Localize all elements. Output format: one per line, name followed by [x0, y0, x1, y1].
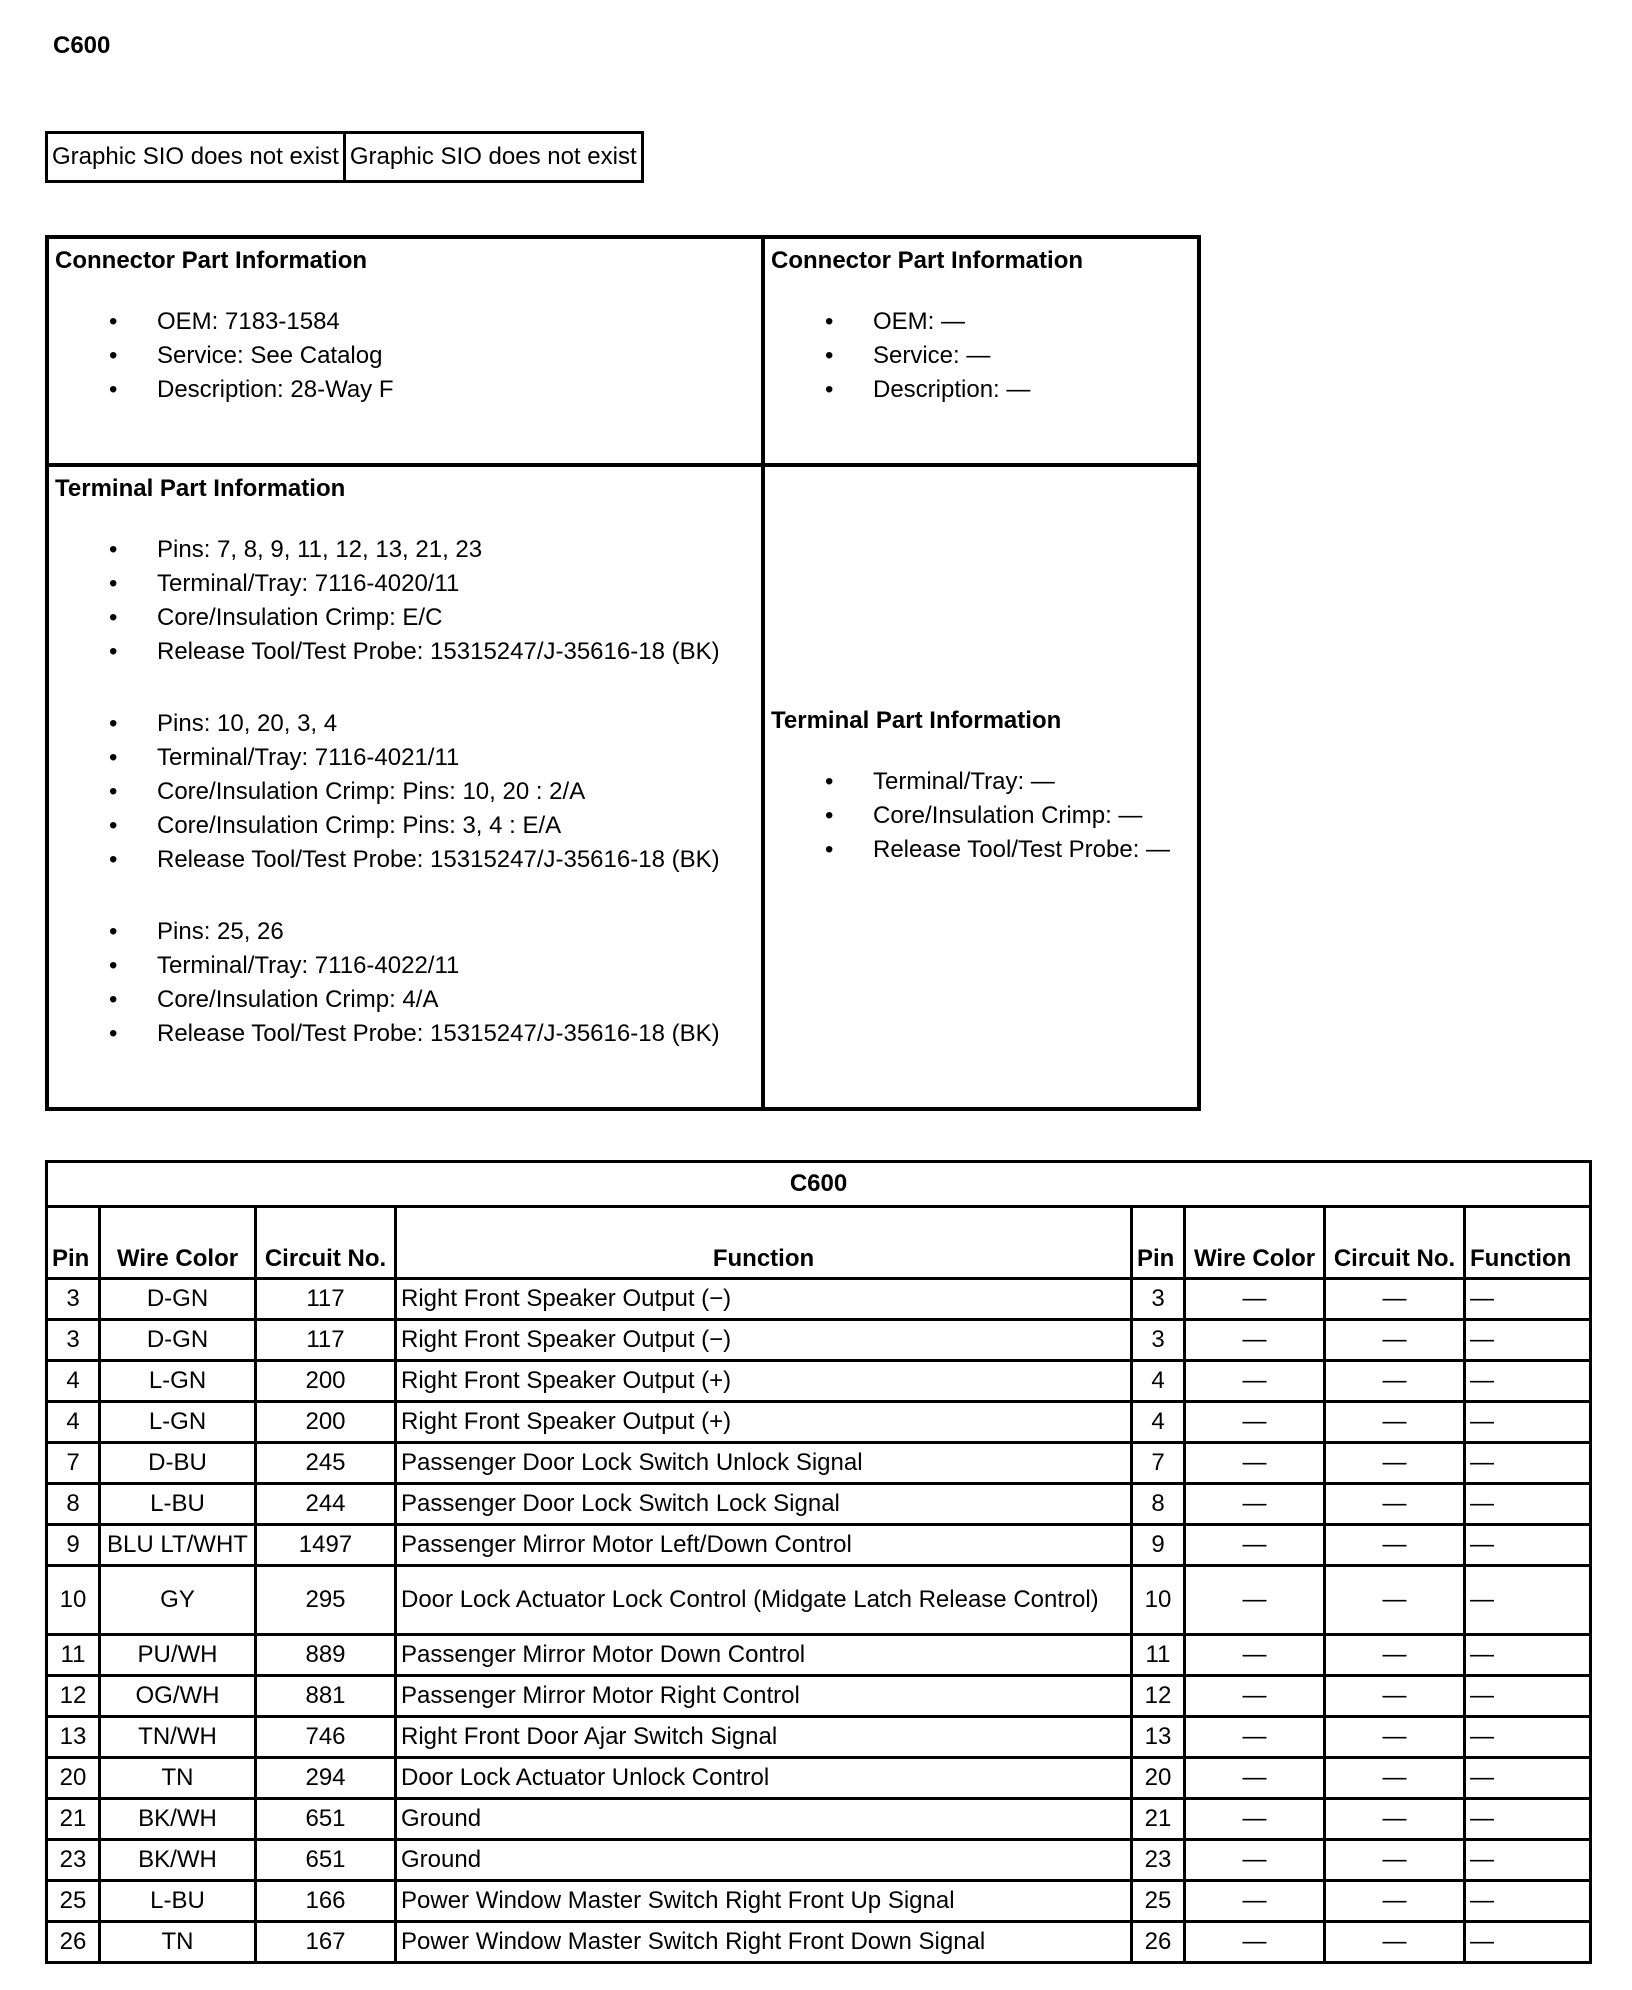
function-cell: Power Window Master Switch Right Front Down Signal	[396, 1922, 1132, 1963]
circuit-cell: 166	[256, 1881, 396, 1922]
table-row	[47, 1922, 1591, 1963]
circuit-cell: —	[1325, 1443, 1465, 1484]
terminal-info-right	[763, 465, 1199, 1109]
circuit-cell: —	[1325, 1566, 1465, 1635]
connector-info-header: Connector Part Information	[55, 247, 368, 274]
table-row	[47, 1758, 1591, 1799]
table-row	[47, 1320, 1591, 1361]
column-header: Pin	[1132, 1207, 1185, 1279]
function-cell: Door Lock Actuator Unlock Control	[396, 1758, 1132, 1799]
pin-cell: 3	[1132, 1279, 1185, 1320]
pin-cell: 23	[1132, 1840, 1185, 1881]
pin-cell: 21	[47, 1799, 100, 1840]
terminal-info-header: Terminal Part Information	[771, 707, 1062, 734]
list-item: • Pins: 7, 8, 9, 11, 12, 13, 21, 23	[55, 533, 757, 567]
table-row	[47, 1799, 1591, 1840]
list-item: • Core/Insulation Crimp: E/C	[55, 601, 757, 635]
table-row	[47, 1361, 1591, 1402]
pin-cell: 4	[1132, 1402, 1185, 1443]
circuit-cell: 889	[256, 1635, 396, 1676]
function-cell: Passenger Door Lock Switch Lock Signal	[396, 1484, 1132, 1525]
table-row	[47, 1717, 1591, 1758]
circuit-cell: 244	[256, 1484, 396, 1525]
wire-color-cell: —	[1185, 1443, 1325, 1484]
circuit-cell: 200	[256, 1361, 396, 1402]
circuit-cell: 881	[256, 1676, 396, 1717]
circuit-cell: 245	[256, 1443, 396, 1484]
table-row	[47, 1279, 1591, 1320]
list-item: • Pins: 25, 26	[55, 915, 757, 949]
pin-cell: 9	[1132, 1525, 1185, 1566]
list-item: • Release Tool/Test Probe: 15315247/J-35616-18 (BK)	[55, 843, 757, 877]
wire-color-cell: —	[1185, 1799, 1325, 1840]
wire-color-cell: —	[1185, 1676, 1325, 1717]
wire-color-cell: —	[1185, 1320, 1325, 1361]
pin-cell: 25	[1132, 1881, 1185, 1922]
function-cell: Right Front Speaker Output (−)	[396, 1320, 1132, 1361]
connector-info-list	[771, 305, 1193, 407]
function-cell: Passenger Mirror Motor Down Control	[396, 1635, 1132, 1676]
circuit-cell: —	[1325, 1635, 1465, 1676]
function-cell: —	[1465, 1676, 1591, 1717]
wire-color-cell: TN	[100, 1758, 256, 1799]
list-item: • Service: See Catalog	[55, 339, 757, 373]
list-item: • Pins: 10, 20, 3, 4	[55, 707, 757, 741]
table-row	[47, 1881, 1591, 1922]
list-item: • Core/Insulation Crimp: —	[771, 799, 1193, 833]
column-header: Function	[396, 1207, 1132, 1279]
function-cell: Passenger Mirror Motor Left/Down Control	[396, 1525, 1132, 1566]
pin-cell: 8	[1132, 1484, 1185, 1525]
table-row	[47, 1525, 1591, 1566]
circuit-cell: 651	[256, 1799, 396, 1840]
table-row	[47, 1635, 1591, 1676]
pin-table-title: C600	[47, 1162, 1591, 1207]
circuit-cell: —	[1325, 1758, 1465, 1799]
circuit-cell: —	[1325, 1361, 1465, 1402]
column-header: Circuit No.	[1325, 1207, 1465, 1279]
pin-cell: 7	[47, 1443, 100, 1484]
circuit-cell: 200	[256, 1402, 396, 1443]
wire-color-cell: —	[1185, 1758, 1325, 1799]
pin-cell: 13	[1132, 1717, 1185, 1758]
wire-color-cell: OG/WH	[100, 1676, 256, 1717]
list-item: • Service: —	[771, 339, 1193, 373]
wire-color-cell: —	[1185, 1402, 1325, 1443]
wire-color-cell: —	[1185, 1484, 1325, 1525]
function-cell: Right Front Speaker Output (−)	[396, 1279, 1132, 1320]
wire-color-cell: L-BU	[100, 1881, 256, 1922]
pin-cell: 12	[1132, 1676, 1185, 1717]
circuit-cell: 117	[256, 1279, 396, 1320]
column-header: Circuit No.	[256, 1207, 396, 1279]
pin-cell: 3	[47, 1320, 100, 1361]
function-cell: Passenger Mirror Motor Right Control	[396, 1676, 1132, 1717]
wire-color-cell: —	[1185, 1881, 1325, 1922]
circuit-cell: —	[1325, 1484, 1465, 1525]
pin-cell: 4	[47, 1361, 100, 1402]
function-cell: Right Front Door Ajar Switch Signal	[396, 1717, 1132, 1758]
circuit-cell: —	[1325, 1840, 1465, 1881]
circuit-cell: —	[1325, 1676, 1465, 1717]
pin-cell: 21	[1132, 1799, 1185, 1840]
wire-color-cell: D-BU	[100, 1443, 256, 1484]
pin-cell: 20	[1132, 1758, 1185, 1799]
pin-cell: 3	[47, 1279, 100, 1320]
pin-cell: 8	[47, 1484, 100, 1525]
list-item: • Terminal/Tray: 7116-4022/11	[55, 949, 757, 983]
pin-table-body	[47, 1279, 1591, 1963]
pin-cell: 4	[47, 1402, 100, 1443]
sio-cell: Graphic SIO does not exist	[344, 133, 642, 182]
list-item: • Terminal/Tray: 7116-4020/11	[55, 567, 757, 601]
list-item: • Terminal/Tray: 7116-4021/11	[55, 741, 757, 775]
sio-table	[45, 131, 644, 183]
wire-color-cell: GY	[100, 1566, 256, 1635]
list-item: • Core/Insulation Crimp: Pins: 10, 20 : 2/A	[55, 775, 757, 809]
table-row	[47, 1676, 1591, 1717]
wire-color-cell: —	[1185, 1566, 1325, 1635]
wire-color-cell: BLU LT/WHT	[100, 1525, 256, 1566]
list-item: • Release Tool/Test Probe: —	[771, 833, 1193, 867]
circuit-cell: —	[1325, 1320, 1465, 1361]
wire-color-cell: —	[1185, 1922, 1325, 1963]
function-cell: Right Front Speaker Output (+)	[396, 1402, 1132, 1443]
terminal-group	[55, 915, 757, 1051]
table-row	[47, 1840, 1591, 1881]
pin-cell: 7	[1132, 1443, 1185, 1484]
page-title: C600	[53, 32, 111, 59]
list-item: • Core/Insulation Crimp: Pins: 3, 4 : E/A	[55, 809, 757, 843]
connector-info-right	[763, 237, 1199, 465]
pin-cell: 25	[47, 1881, 100, 1922]
terminal-group	[55, 533, 757, 669]
wire-color-cell: TN/WH	[100, 1717, 256, 1758]
pin-cell: 10	[47, 1566, 100, 1635]
pin-cell: 3	[1132, 1320, 1185, 1361]
wire-color-cell: —	[1185, 1279, 1325, 1320]
list-item: • Release Tool/Test Probe: 15315247/J-35616-18 (BK)	[55, 1017, 757, 1051]
pin-cell: 13	[47, 1717, 100, 1758]
list-item: • OEM: 7183-1584	[55, 305, 757, 339]
table-row	[47, 1402, 1591, 1443]
circuit-cell: 117	[256, 1320, 396, 1361]
table-row	[47, 1443, 1591, 1484]
wire-color-cell: D-GN	[100, 1320, 256, 1361]
wire-color-cell: —	[1185, 1717, 1325, 1758]
function-cell: —	[1465, 1279, 1591, 1320]
table-row	[47, 1566, 1591, 1635]
function-cell: —	[1465, 1758, 1591, 1799]
function-cell: —	[1465, 1402, 1591, 1443]
part-info-table	[45, 235, 1201, 1111]
function-cell: —	[1465, 1717, 1591, 1758]
circuit-cell: —	[1325, 1799, 1465, 1840]
function-cell: Door Lock Actuator Lock Control (Midgate Latch Release Control)	[396, 1566, 1132, 1635]
function-cell: Ground	[396, 1840, 1132, 1881]
column-header: Function	[1465, 1207, 1591, 1279]
terminal-group	[771, 765, 1193, 867]
circuit-cell: 746	[256, 1717, 396, 1758]
wire-color-cell: TN	[100, 1922, 256, 1963]
table-row	[47, 1484, 1591, 1525]
wire-color-cell: BK/WH	[100, 1840, 256, 1881]
pin-cell: 23	[47, 1840, 100, 1881]
function-cell: —	[1465, 1443, 1591, 1484]
function-cell: —	[1465, 1566, 1591, 1635]
circuit-cell: —	[1325, 1402, 1465, 1443]
list-item: • OEM: —	[771, 305, 1193, 339]
wire-color-cell: PU/WH	[100, 1635, 256, 1676]
wire-color-cell: —	[1185, 1525, 1325, 1566]
wire-color-cell: D-GN	[100, 1279, 256, 1320]
circuit-cell: 294	[256, 1758, 396, 1799]
circuit-cell: —	[1325, 1922, 1465, 1963]
list-item: • Release Tool/Test Probe: 15315247/J-35616-18 (BK)	[55, 635, 757, 669]
function-cell: —	[1465, 1799, 1591, 1840]
wire-color-cell: BK/WH	[100, 1799, 256, 1840]
function-cell: —	[1465, 1635, 1591, 1676]
function-cell: —	[1465, 1320, 1591, 1361]
function-cell: Ground	[396, 1799, 1132, 1840]
function-cell: —	[1465, 1525, 1591, 1566]
function-cell: —	[1465, 1840, 1591, 1881]
pin-cell: 4	[1132, 1361, 1185, 1402]
circuit-cell: —	[1325, 1525, 1465, 1566]
circuit-cell: 1497	[256, 1525, 396, 1566]
function-cell: Passenger Door Lock Switch Unlock Signal	[396, 1443, 1132, 1484]
circuit-cell: —	[1325, 1881, 1465, 1922]
terminal-info-header: Terminal Part Information	[55, 475, 346, 502]
pin-cell: 20	[47, 1758, 100, 1799]
list-item: • Core/Insulation Crimp: 4/A	[55, 983, 757, 1017]
pin-cell: 10	[1132, 1566, 1185, 1635]
wire-color-cell: —	[1185, 1361, 1325, 1402]
wire-color-cell: L-GN	[100, 1361, 256, 1402]
function-cell: Power Window Master Switch Right Front Up Signal	[396, 1881, 1132, 1922]
wire-color-cell: —	[1185, 1635, 1325, 1676]
sio-cell: Graphic SIO does not exist	[47, 133, 345, 182]
list-item: • Description: —	[771, 373, 1193, 407]
function-cell: Right Front Speaker Output (+)	[396, 1361, 1132, 1402]
connector-info-left	[47, 237, 763, 465]
pin-cell: 11	[1132, 1635, 1185, 1676]
function-cell: —	[1465, 1484, 1591, 1525]
list-item: • Terminal/Tray: —	[771, 765, 1193, 799]
terminal-info-left	[47, 465, 763, 1109]
circuit-cell: —	[1325, 1717, 1465, 1758]
function-cell: —	[1465, 1922, 1591, 1963]
wire-color-cell: —	[1185, 1840, 1325, 1881]
circuit-cell: 167	[256, 1922, 396, 1963]
connector-info-header: Connector Part Information	[771, 247, 1084, 274]
column-header: Wire Color	[1185, 1207, 1325, 1279]
column-header: Wire Color	[100, 1207, 256, 1279]
pin-cell: 12	[47, 1676, 100, 1717]
circuit-cell: —	[1325, 1279, 1465, 1320]
pin-cell: 11	[47, 1635, 100, 1676]
connector-info-list	[55, 305, 757, 407]
function-cell: —	[1465, 1881, 1591, 1922]
wire-color-cell: L-BU	[100, 1484, 256, 1525]
wire-color-cell: L-GN	[100, 1402, 256, 1443]
circuit-cell: 651	[256, 1840, 396, 1881]
column-header: Pin	[47, 1207, 100, 1279]
pin-cell: 9	[47, 1525, 100, 1566]
terminal-group	[55, 707, 757, 877]
circuit-cell: 295	[256, 1566, 396, 1635]
list-item: • Description: 28-Way F	[55, 373, 757, 407]
pin-cell: 26	[1132, 1922, 1185, 1963]
function-cell: —	[1465, 1361, 1591, 1402]
pin-table	[45, 1160, 1592, 1964]
pin-cell: 26	[47, 1922, 100, 1963]
